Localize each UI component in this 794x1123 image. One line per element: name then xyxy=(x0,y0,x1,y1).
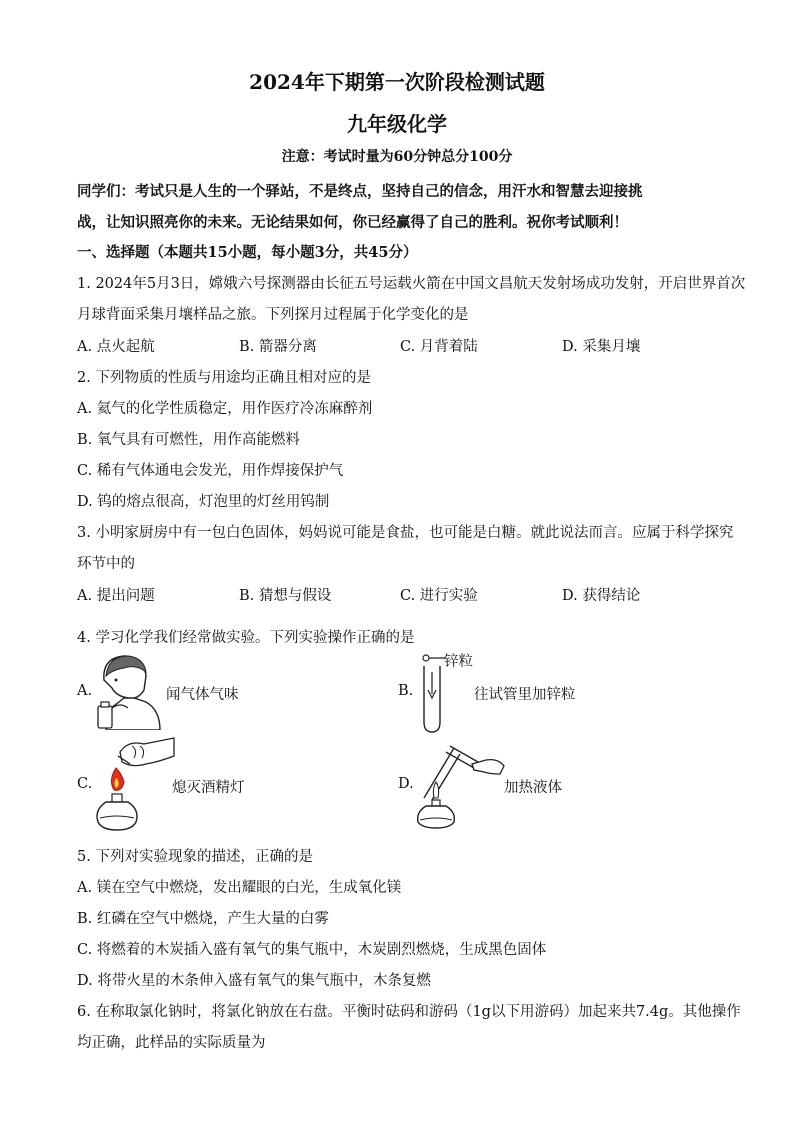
q4-option-d-letter: D. xyxy=(398,776,414,792)
q3-stem-line-2: 环节中的 xyxy=(77,556,135,572)
q3-option-c: C. 进行实验 xyxy=(400,588,478,604)
q4-option-c-figure xyxy=(92,736,176,836)
alcohol-lamp-icon xyxy=(92,736,176,832)
q2-option-c: C. 稀有气体通电会发光，用作焊接保护气 xyxy=(77,463,344,479)
q3-stem-line-1: 3. 小明家厨房中有一包白色固体，妈妈说可能是食盐，也可能是白糖。就此说法而言。应属于科学探究 xyxy=(77,525,734,541)
q2-option-b: B. 氧气具有可燃性，用作高能燃料 xyxy=(77,432,300,448)
q1-option-d: D. 采集月壤 xyxy=(562,339,641,355)
section-heading: 一、选择题（本题共15小题，每小题3分，共45分） xyxy=(77,244,418,261)
q1-stem-line-2: 月球背面采集月壤样品之旅。下列探月过程属于化学变化的是 xyxy=(77,307,469,323)
q4-stem: 4. 学习化学我们经常做实验。下列实验操作正确的是 xyxy=(77,630,415,646)
person-smelling-icon xyxy=(94,650,166,730)
intro-line-1: 同学们：考试只是人生的一个驿站，不是终点，坚持自己的信念，用汗水和智慧去迎接挑 xyxy=(77,183,643,200)
q5-option-d: D. 将带火星的木条伸入盛有氧气的集气瓶中，木条复燃 xyxy=(77,973,431,989)
q4-option-a-letter: A. xyxy=(77,683,93,699)
q6-stem-line-1: 6. 在称取氯化钠时，将氯化钠放在右盘。平衡时砝码和游码（1g以下用游码）加起来共7.4g。其他操作 xyxy=(77,1004,741,1020)
q4-option-d-figure xyxy=(414,740,506,834)
q5-option-a: A. 镁在空气中燃烧，发出耀眼的白光，生成氧化镁 xyxy=(77,880,402,896)
q4-option-a-caption: 闻气体气味 xyxy=(166,687,239,703)
q1-option-a: A. 点火起航 xyxy=(77,339,155,355)
q4-option-d-caption: 加热液体 xyxy=(504,780,562,796)
q3-option-d: D. 获得结论 xyxy=(562,588,641,604)
q4-option-c-letter: C. xyxy=(77,776,93,792)
q5-stem: 5. 下列对实验现象的描述，正确的是 xyxy=(77,849,313,865)
q2-stem: 2. 下列物质的性质与用途均正确且相对应的是 xyxy=(77,370,371,386)
q5-option-b: B. 红磷在空气中燃烧，产生大量的白雾 xyxy=(77,911,329,927)
q4-option-b-letter: B. xyxy=(398,683,414,699)
q2-option-a: A. 氦气的化学性质稳定，用作医疗冷冻麻醉剂 xyxy=(77,401,373,417)
q4-option-c-caption: 熄灭酒精灯 xyxy=(172,780,245,796)
intro-line-2: 战，让知识照亮你的未来。无论结果如何，你已经赢得了自己的胜利。祝你考试顺利！ xyxy=(77,214,628,231)
exam-subtitle: 九年级化学 xyxy=(347,112,447,136)
q5-option-c: C. 将燃着的木炭插入盛有氧气的集气瓶中，木炭剧烈燃烧，生成黑色固体 xyxy=(77,942,547,958)
q4-option-a-figure xyxy=(94,650,166,734)
q2-option-d: D. 钨的熔点很高，灯泡里的灯丝用钨制 xyxy=(77,494,330,510)
q4-option-b-caption: 往试管里加锌粒 xyxy=(474,687,576,703)
heating-liquid-icon xyxy=(414,740,506,830)
exam-note: 注意：考试时量为60分钟总分100分 xyxy=(281,149,513,165)
exam-title: 2024年下期第一次阶段检测试题 xyxy=(249,70,545,94)
q1-option-c: C. 月背着陆 xyxy=(400,339,478,355)
q3-option-b: B. 猜想与假设 xyxy=(239,588,332,604)
q6-stem-line-2: 均正确，此样品的实际质量为 xyxy=(77,1035,266,1051)
q4-option-b-tag: 锌粒 xyxy=(444,654,473,670)
q1-stem-line-1: 1. 2024年5月3日，嫦娥六号探测器由长征五号运载火箭在中国文昌航天发射场成功发射，开启世界首次 xyxy=(77,276,746,292)
q1-option-b: B. 箭器分离 xyxy=(239,339,317,355)
q3-option-a: A. 提出问题 xyxy=(77,588,155,604)
